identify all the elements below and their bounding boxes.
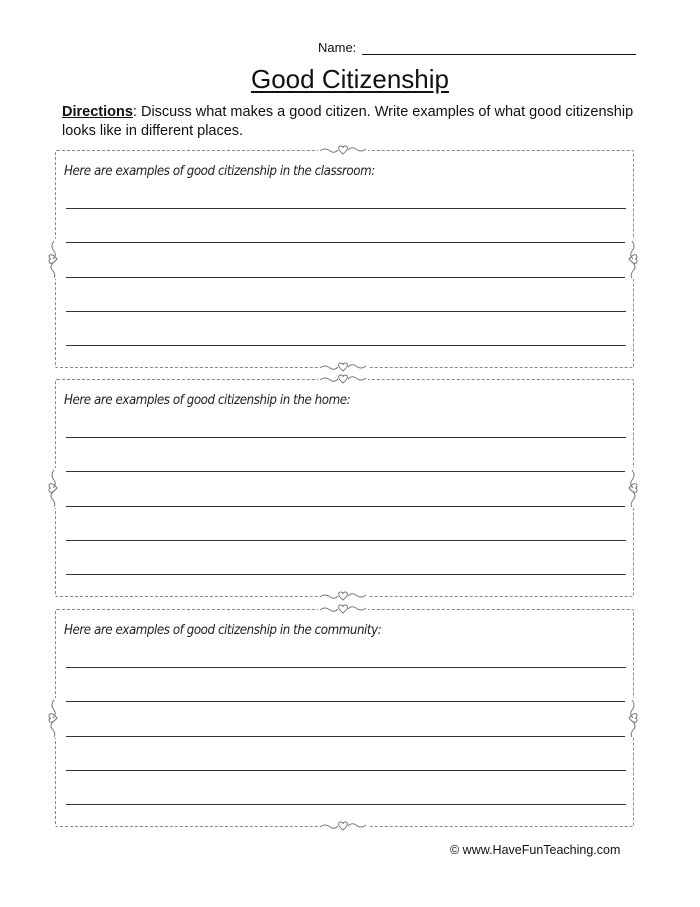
writing-line[interactable] xyxy=(66,345,626,346)
writing-line[interactable] xyxy=(66,437,626,438)
name-label: Name: xyxy=(318,40,357,55)
heart-ornament-icon xyxy=(625,698,639,738)
writing-line[interactable] xyxy=(66,804,626,805)
page-title: Good Citizenship xyxy=(251,64,449,94)
section-box-community xyxy=(55,609,634,827)
writing-line[interactable] xyxy=(66,242,626,243)
heart-ornament-icon xyxy=(625,239,639,279)
writing-line[interactable] xyxy=(66,667,626,668)
heart-ornament-icon xyxy=(47,239,61,279)
heart-ornament-icon xyxy=(318,373,368,385)
name-input-line[interactable] xyxy=(362,40,636,55)
writing-line[interactable] xyxy=(66,208,626,209)
writing-line[interactable] xyxy=(66,471,626,472)
heart-ornament-icon xyxy=(318,820,368,832)
heart-ornament-icon xyxy=(47,468,61,508)
heart-ornament-icon xyxy=(318,361,368,373)
section-box-classroom xyxy=(55,150,634,368)
writing-line[interactable] xyxy=(66,574,626,575)
writing-line[interactable] xyxy=(66,277,626,278)
copyright-footer: © www.HaveFunTeaching.com xyxy=(450,843,621,857)
writing-line[interactable] xyxy=(66,506,626,507)
directions-label: Directions xyxy=(62,104,133,120)
directions-text: : Discuss what makes a good citizen. Write examples of what good citizenship looks like in different places. xyxy=(62,104,634,139)
name-field xyxy=(318,40,636,55)
section-prompt: Here are examples of good citizenship in the home: xyxy=(64,392,351,408)
section-prompt: Here are examples of good citizenship in the classroom: xyxy=(64,163,375,179)
writing-line[interactable] xyxy=(66,311,626,312)
section-prompt: Here are examples of good citizenship in the community: xyxy=(64,622,382,638)
writing-line[interactable] xyxy=(66,701,626,702)
heart-ornament-icon xyxy=(47,698,61,738)
writing-line[interactable] xyxy=(66,736,626,737)
heart-ornament-icon xyxy=(318,603,368,615)
directions xyxy=(62,103,642,141)
writing-line[interactable] xyxy=(66,540,626,541)
section-box-home xyxy=(55,379,634,597)
heart-ornament-icon xyxy=(318,590,368,602)
heart-ornament-icon xyxy=(318,144,368,156)
heart-ornament-icon xyxy=(625,468,639,508)
writing-line[interactable] xyxy=(66,770,626,771)
